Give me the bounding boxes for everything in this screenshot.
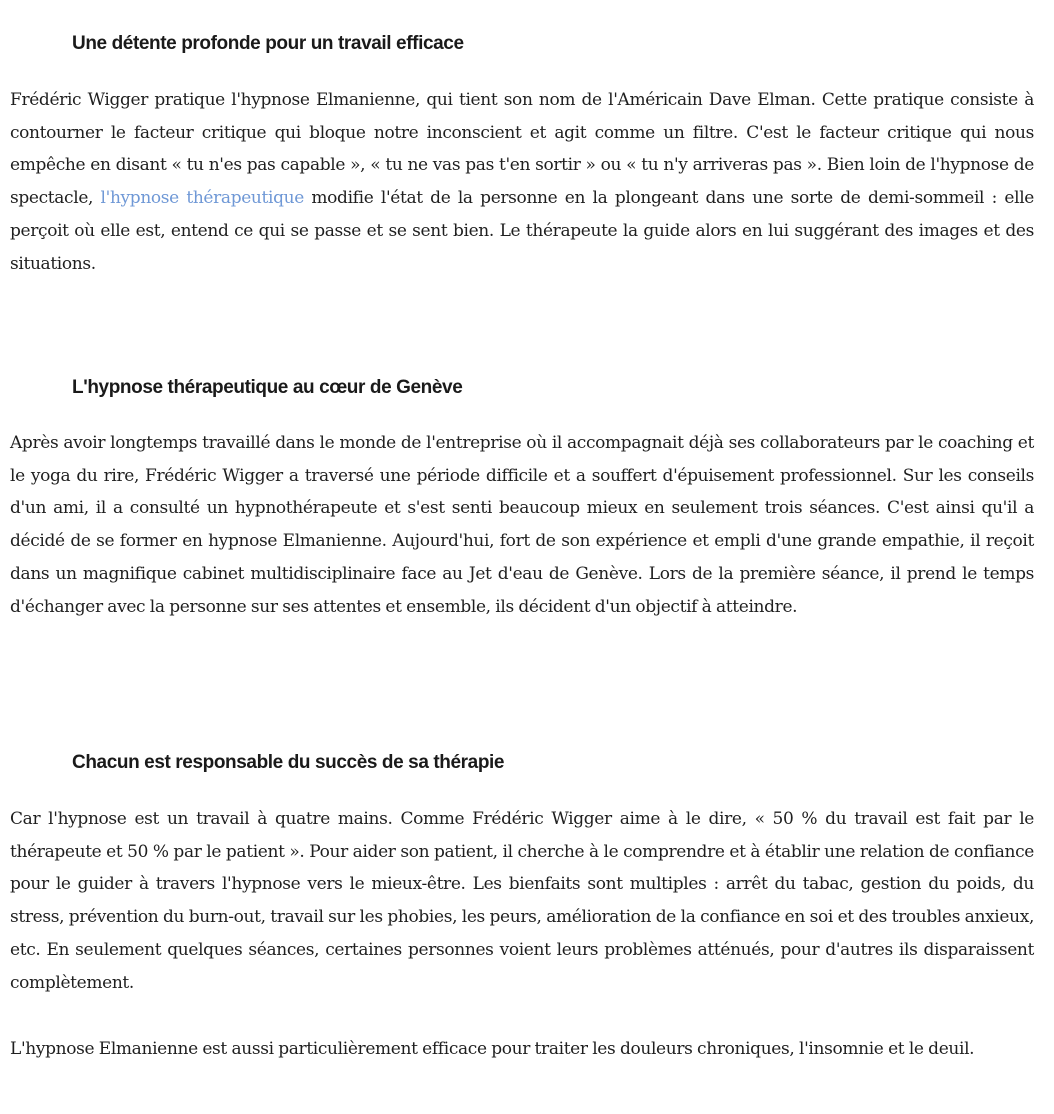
section-heading-geneve: L'hypnose thérapeutique au cœur de Genève bbox=[72, 377, 463, 398]
paragraph-detente bbox=[10, 84, 1034, 280]
paragraph-detente-text-after-link: modifie l'état de la personne en la plongeant dans une sorte de demi-sommeil : elle perçoit où elle est, entend ce qui se passe et se sent bien. Le thérapeute la guide alors en lui suggérant des images et des situations. bbox=[10, 188, 1034, 274]
paragraph-douleurs: L'hypnose Elmanienne est aussi particulièrement efficace pour traiter les douleurs chroniques, l'insomnie et le deuil. bbox=[10, 1039, 975, 1059]
paragraph-detente-text-before-link: Frédéric Wigger pratique l'hypnose Elmanienne, qui tient son nom de l'Américain Dave Elman. Cette pratique consiste à contourner le facteur critique qui bloque notre inconscient et agit comme un filtre. C'est le facteur critique qui nous empêche en disant « tu n'es pas capable », « tu ne vas pas t'en sortir » ou « tu n'y arriveras pas ». Bien loin de l'hypnose de spectacle, bbox=[10, 90, 1034, 209]
hypnose-therapeutique-link[interactable]: l'hypnose thérapeutique bbox=[100, 188, 304, 209]
paragraph-geneve: Après avoir longtemps travaillé dans le monde de l'entreprise où il accompagnait déjà ses collaborateurs par le coaching et le yoga du rire, Frédéric Wigger a traversé une période difficile et a souffert d'épuisement professionnel. Sur les conseils d'un ami, il a consulté un hypnothérapeute et s'est senti beaucoup mieux en seulement trois séances. C'est ainsi qu'il a décidé de se former en hypnose Elmanienne. Aujourd'hui, fort de son expérience et empli d'une grande empathie, il reçoit dans un magnifique cabinet multidisciplinaire face au Jet d'eau de Genève. Lors de la première séance, il prend le temps d'échanger avec la personne sur ses attentes et ensemble, ils décident d'un objectif à atteindre. bbox=[10, 433, 1034, 617]
paragraph-responsable: Car l'hypnose est un travail à quatre mains. Comme Frédéric Wigger aime à le dire, « 50 % du travail est fait par le thérapeute et 50 % par le patient ». Pour aider son patient, il cherche à le comprendre et à établir une relation de confiance pour le guider à travers l'hypnose vers le mieux-être. Les bienfaits sont multiples : arrêt du tabac, gestion du poids, du stress, prévention du burn-out, travail sur les phobies, les peurs, amélioration de la confiance en soi et des troubles anxieux, etc. En seulement quelques séances, certaines personnes voient leurs problèmes atténués, pour d'autres ils disparaissent complètement. bbox=[10, 809, 1034, 993]
section-heading-detente: Une détente profonde pour un travail efficace bbox=[72, 33, 464, 54]
section-heading-responsable: Chacun est responsable du succès de sa thérapie bbox=[72, 752, 505, 773]
